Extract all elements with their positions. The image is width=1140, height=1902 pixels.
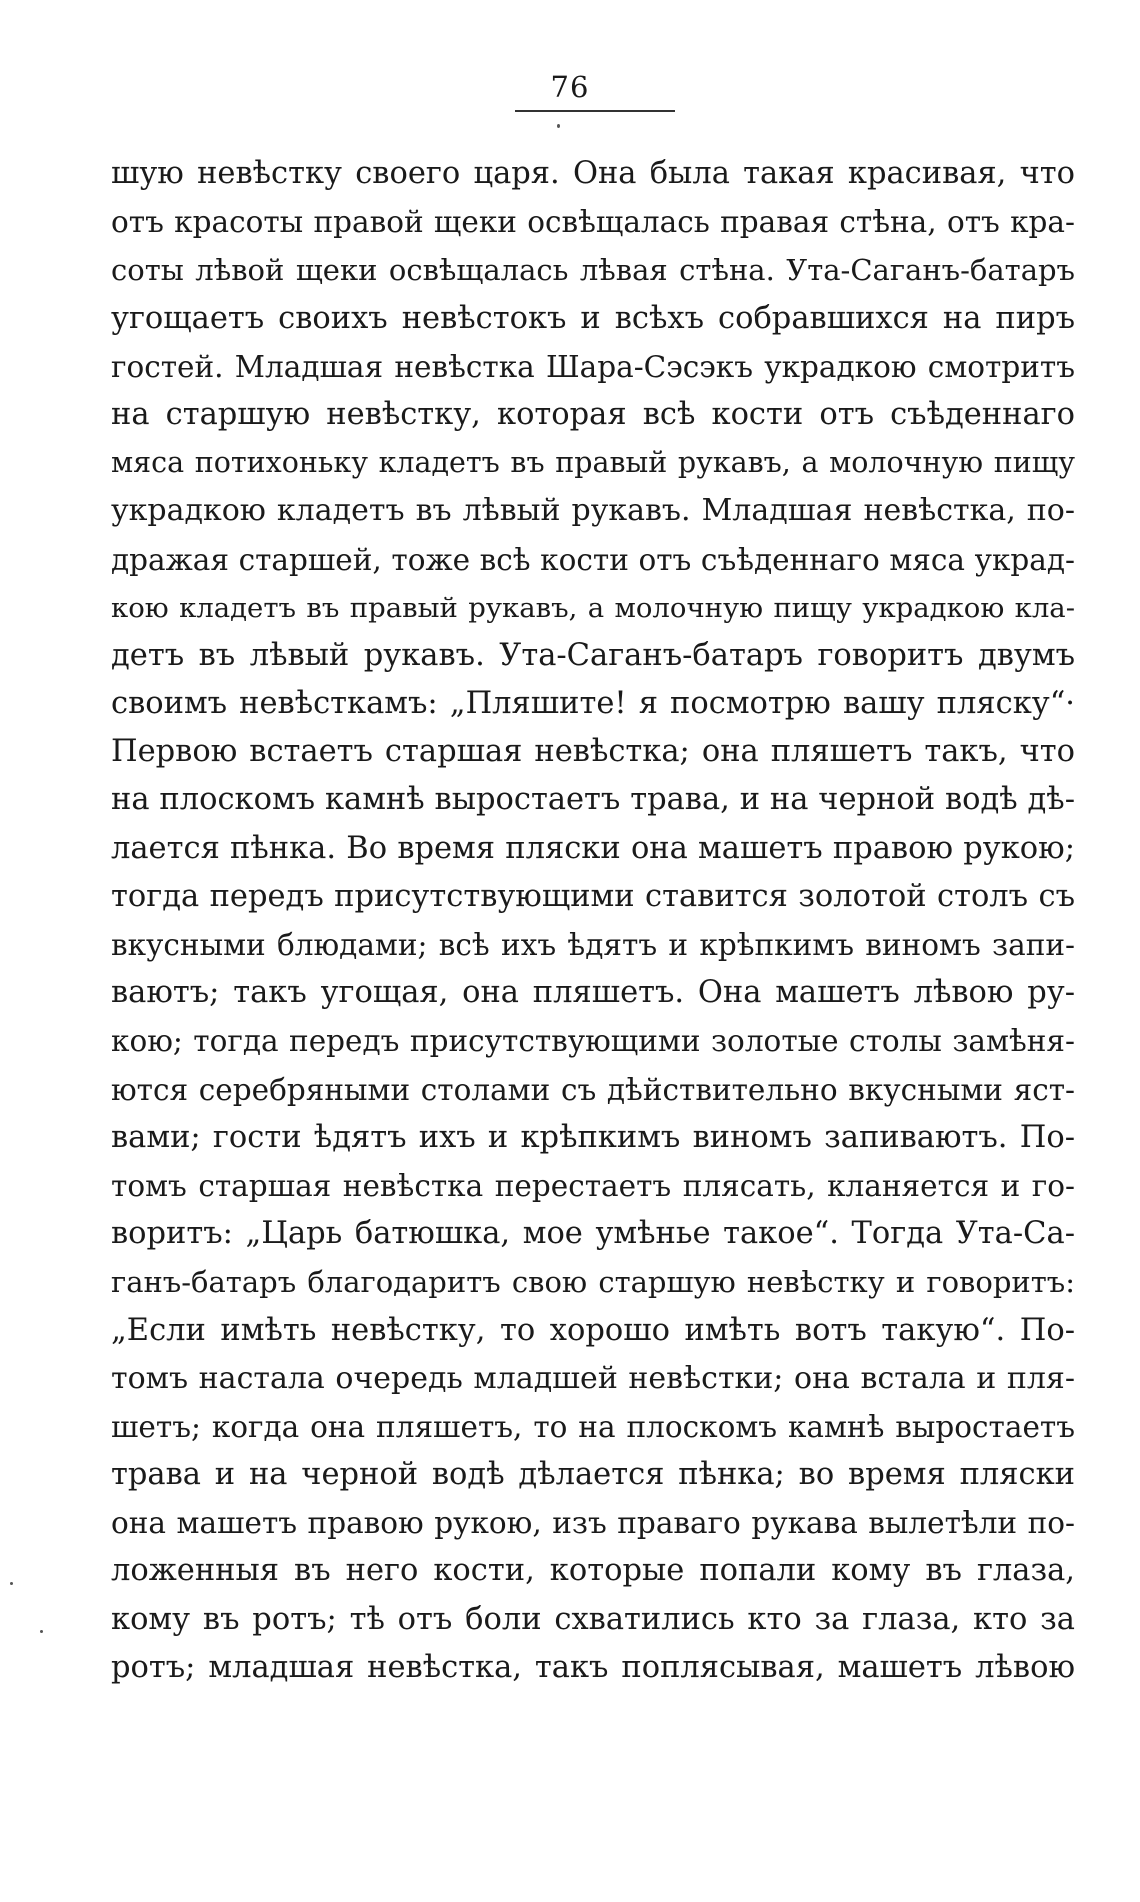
speck (40, 1630, 43, 1633)
text-line: дражая старшей, тоже всѣ кости отъ съѣденнаго мяса украд- (111, 542, 1075, 577)
page-number-rule (515, 110, 675, 112)
text-line: шетъ; когда она пляшетъ, то на плоскомъ камнѣ выростаетъ (111, 1409, 1075, 1444)
text-line: кою; тогда передъ присутствующими золотые столы замѣня- (111, 1024, 1075, 1059)
speck (10, 1582, 13, 1585)
text-line: на плоскомъ камнѣ выростаетъ трава, и на черной водѣ дѣ- (111, 782, 1075, 818)
text-line: гостей. Младшая невѣстка Шара-Сэсэкъ украдкою смотритъ (111, 349, 1075, 384)
text-line: шую невѣстку своего царя. Она была такая красивая, что (111, 156, 1075, 191)
text-line: тогда передъ присутствующими ставится золотой столъ съ (111, 878, 1075, 914)
text-line: украдкою кладетъ въ лѣвый рукавъ. Младшая невѣстка, по- (111, 493, 1075, 529)
text-line: воритъ: „Царь батюшка, мое умѣнье такое“. Тогда Ута-Са- (111, 1216, 1075, 1252)
text-line: она машетъ правою рукою, изъ праваго рукава вылетѣли по- (111, 1506, 1075, 1541)
text-line: на старшую невѣстку, которая всѣ кости отъ съѣденнаго (111, 396, 1075, 432)
text-line: своимъ невѣсткамъ: „Пляшите! я посмотрю вашу пляску“· (111, 686, 1075, 722)
text-line: ваютъ; такъ угощая, она пляшетъ. Она машетъ лѣвою ру- (111, 975, 1075, 1011)
text-line: кому въ ротъ; тѣ отъ боли схватились кто за глаза, кто за (111, 1601, 1075, 1637)
text-line: ганъ-батаръ благодаритъ свою старшую невѣстку и говоритъ: (111, 1265, 1075, 1300)
text-line: трава и на черной водѣ дѣлается пѣнка; во время пляски (111, 1457, 1075, 1493)
text-line: томъ настала очередь младшей невѣстки; она встала и пля- (111, 1360, 1075, 1396)
speck (557, 124, 560, 128)
text-line: детъ въ лѣвый рукавъ. Ута-Саганъ-батаръ говоритъ двумъ (111, 637, 1075, 673)
text-line: „Если имѣть невѣстку, то хорошо имѣть вотъ такую“. По- (111, 1312, 1075, 1348)
page-number: 76 (550, 70, 590, 104)
text-line: вами; гости ѣдятъ ихъ и крѣпкимъ виномъ запиваютъ. По- (111, 1119, 1075, 1155)
text-line: вкусными блюдами; всѣ ихъ ѣдятъ и крѣпкимъ виномъ запи- (111, 928, 1075, 962)
text-line: ротъ; младшая невѣстка, такъ поплясывая, машетъ лѣвою (111, 1649, 1075, 1685)
text-line: соты лѣвой щеки освѣщалась лѣвая стѣна. Ута-Саганъ-батаръ (111, 253, 1075, 288)
text-line: томъ старшая невѣстка перестаетъ плясать, кланяется и го- (111, 1168, 1075, 1203)
text-line: ются серебряными столами съ дѣйствительно вкусными яст- (111, 1072, 1075, 1107)
text-line: лается пѣнка. Во время пляски она машетъ правою рукою; (111, 830, 1075, 866)
text-line: кою кладетъ въ правый рукавъ, а молочную пищу украдкою кла- (111, 591, 1075, 624)
text-line: ложенныя въ него кости, которые попали кому въ глаза, (111, 1553, 1075, 1589)
text-line: угощаетъ своихъ невѣстокъ и всѣхъ собравшихся на пиръ (111, 300, 1075, 336)
text-line: Первою встаетъ старшая невѣстка; она пляшетъ такъ, что (111, 734, 1075, 770)
text-line: мяса потихоньку кладетъ въ правый рукавъ, а молочную пищу (111, 446, 1075, 480)
body-text (111, 150, 1075, 1692)
text-line: отъ красоты правой щеки освѣщалась правая стѣна, отъ кра- (111, 205, 1075, 240)
